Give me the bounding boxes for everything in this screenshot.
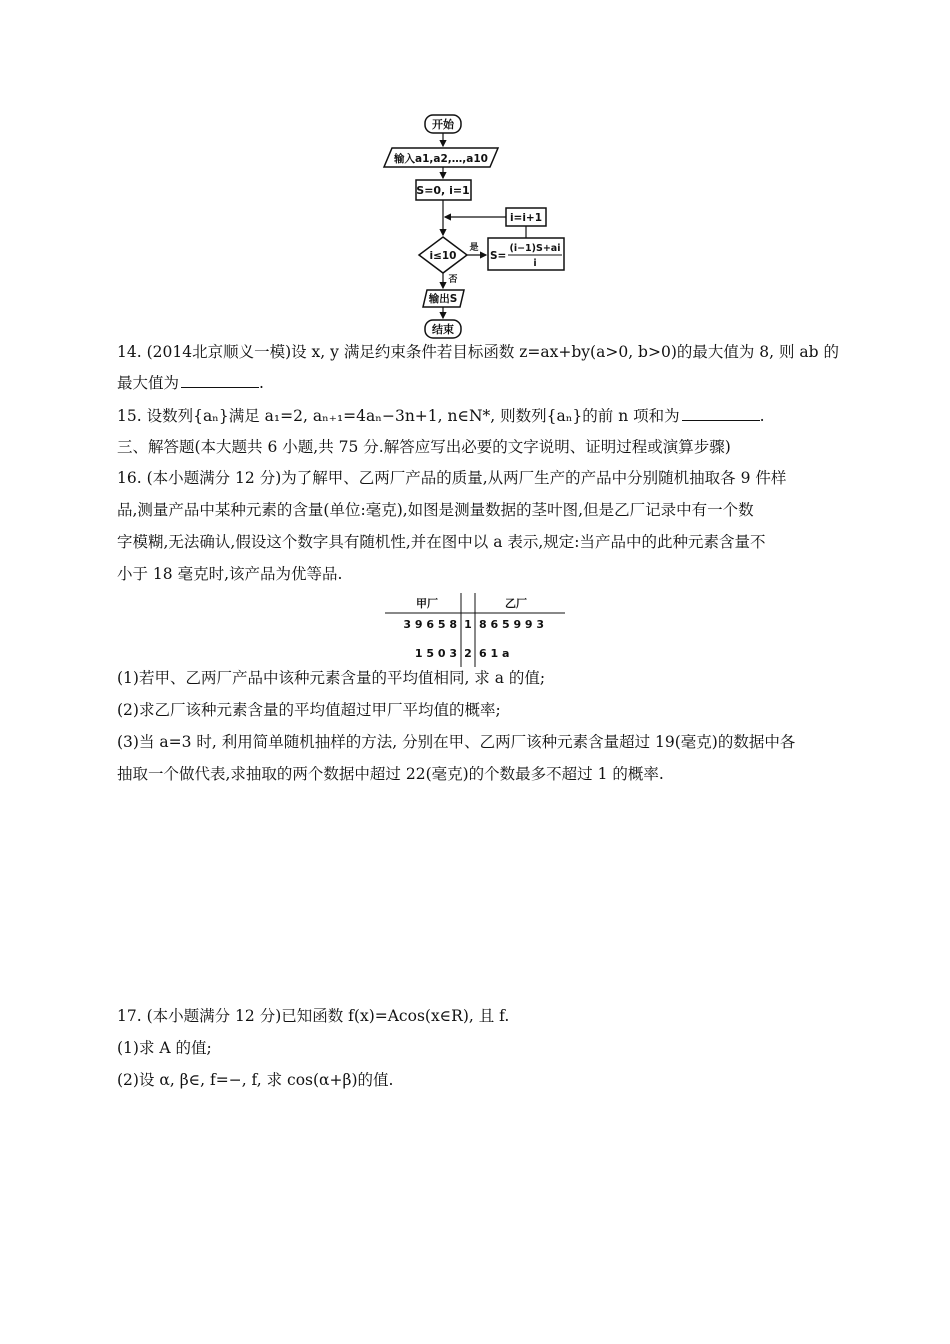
q16-line3: 字模糊,无法确认,假设这个数字具有随机性,并在图中以 a 表示,规定:当产品中的此种元素含量不	[117, 533, 766, 551]
flow-increment-text: i=i+1	[509, 212, 543, 224]
q15-answer-blank	[682, 406, 760, 421]
q15-line	[117, 406, 765, 426]
flow-no-label: 否	[448, 275, 458, 285]
stem-leaf-row2-right: 6 1 a	[479, 647, 510, 660]
stem-leaf-plot	[385, 593, 565, 667]
flow-update-lhs: S=	[490, 250, 507, 262]
q14-line2-prefix: 最大值为	[117, 374, 180, 392]
stem-leaf-row1-right: 8 6 5 9 9 3	[479, 618, 545, 631]
stem-leaf-right-header: 乙厂	[505, 597, 527, 610]
q15-text: 15. 设数列{aₙ}满足 a₁=2, aₙ₊₁=4aₙ−3n+1, n∈N*, 则数列{aₙ}的前 n 项和为	[117, 407, 680, 425]
flow-init-text: S=0, i=1	[416, 184, 470, 197]
q14-line1: 14. (2014北京顺义一模)设 x, y 满足约束条件若目标函数 z=ax+by(a>0, b>0)的最大值为 8, 则 ab 的	[117, 343, 840, 361]
q16-part1: (1)若甲、乙两厂产品中该种元素含量的平均值相同, 求 a 的值;	[117, 669, 546, 687]
q16-line4: 小于 18 毫克时,该产品为优等品.	[117, 565, 343, 583]
q16-line2: 品,测量产品中某种元素的含量(单位:毫克),如图是测量数据的茎叶图,但是乙厂记录中有一个数	[117, 501, 754, 519]
flow-update-num: (i−1)S+ai	[509, 243, 561, 254]
q15-suffix: .	[759, 407, 765, 425]
stem-leaf-row1-left: 3 9 6 5 8	[403, 618, 457, 631]
q14-answer-blank	[181, 373, 259, 388]
q17-part2: (2)设 α, β∈, f=−, f, 求 cos(α+β)的值.	[117, 1071, 394, 1089]
q17-line1: 17. (本小题满分 12 分)已知函数 f(x)=Acos(x∈R), 且 f.	[117, 1007, 510, 1025]
flow-input-text: 输入a1,a2,…,a10	[394, 153, 488, 165]
stem-leaf-row1-stem: 1	[464, 618, 472, 631]
section-3-heading: 三、解答题(本大题共 6 小题,共 75 分.解答应写出必要的文字说明、证明过程或演算步骤)	[117, 438, 731, 456]
stem-leaf-left-header: 甲厂	[416, 597, 438, 610]
flow-condition-text: i≤10	[429, 250, 457, 262]
q16-line1: 16. (本小题满分 12 分)为了解甲、乙两厂产品的质量,从两厂生产的产品中分别随机抽取各 9 件样	[117, 469, 787, 487]
q17-part1: (1)求 A 的值;	[117, 1039, 212, 1057]
q16-part3-line1: (3)当 a=3 时, 利用简单随机抽样的方法, 分别在甲、乙两厂该种元素含量超过 19(毫克)的数据中各	[117, 733, 796, 751]
stem-leaf-row2-stem: 2	[464, 647, 472, 660]
flowchart	[380, 112, 570, 342]
flow-yes-label: 是	[469, 243, 479, 253]
q16-part2: (2)求乙厂该种元素含量的平均值超过甲厂平均值的概率;	[117, 701, 501, 719]
q16-part3-line2: 抽取一个做代表,求抽取的两个数据中超过 22(毫克)的个数最多不超过 1 的概率.	[117, 765, 664, 783]
flow-output-text: 输出S	[428, 293, 458, 305]
flow-update-den: i	[533, 258, 537, 269]
flow-start-text: 开始	[432, 118, 454, 131]
q14-line2-suffix: .	[259, 374, 264, 392]
flow-end-text: 结束	[432, 323, 454, 336]
q14-line2	[117, 373, 264, 393]
stem-leaf-row2-left: 1 5 0 3	[414, 647, 457, 660]
